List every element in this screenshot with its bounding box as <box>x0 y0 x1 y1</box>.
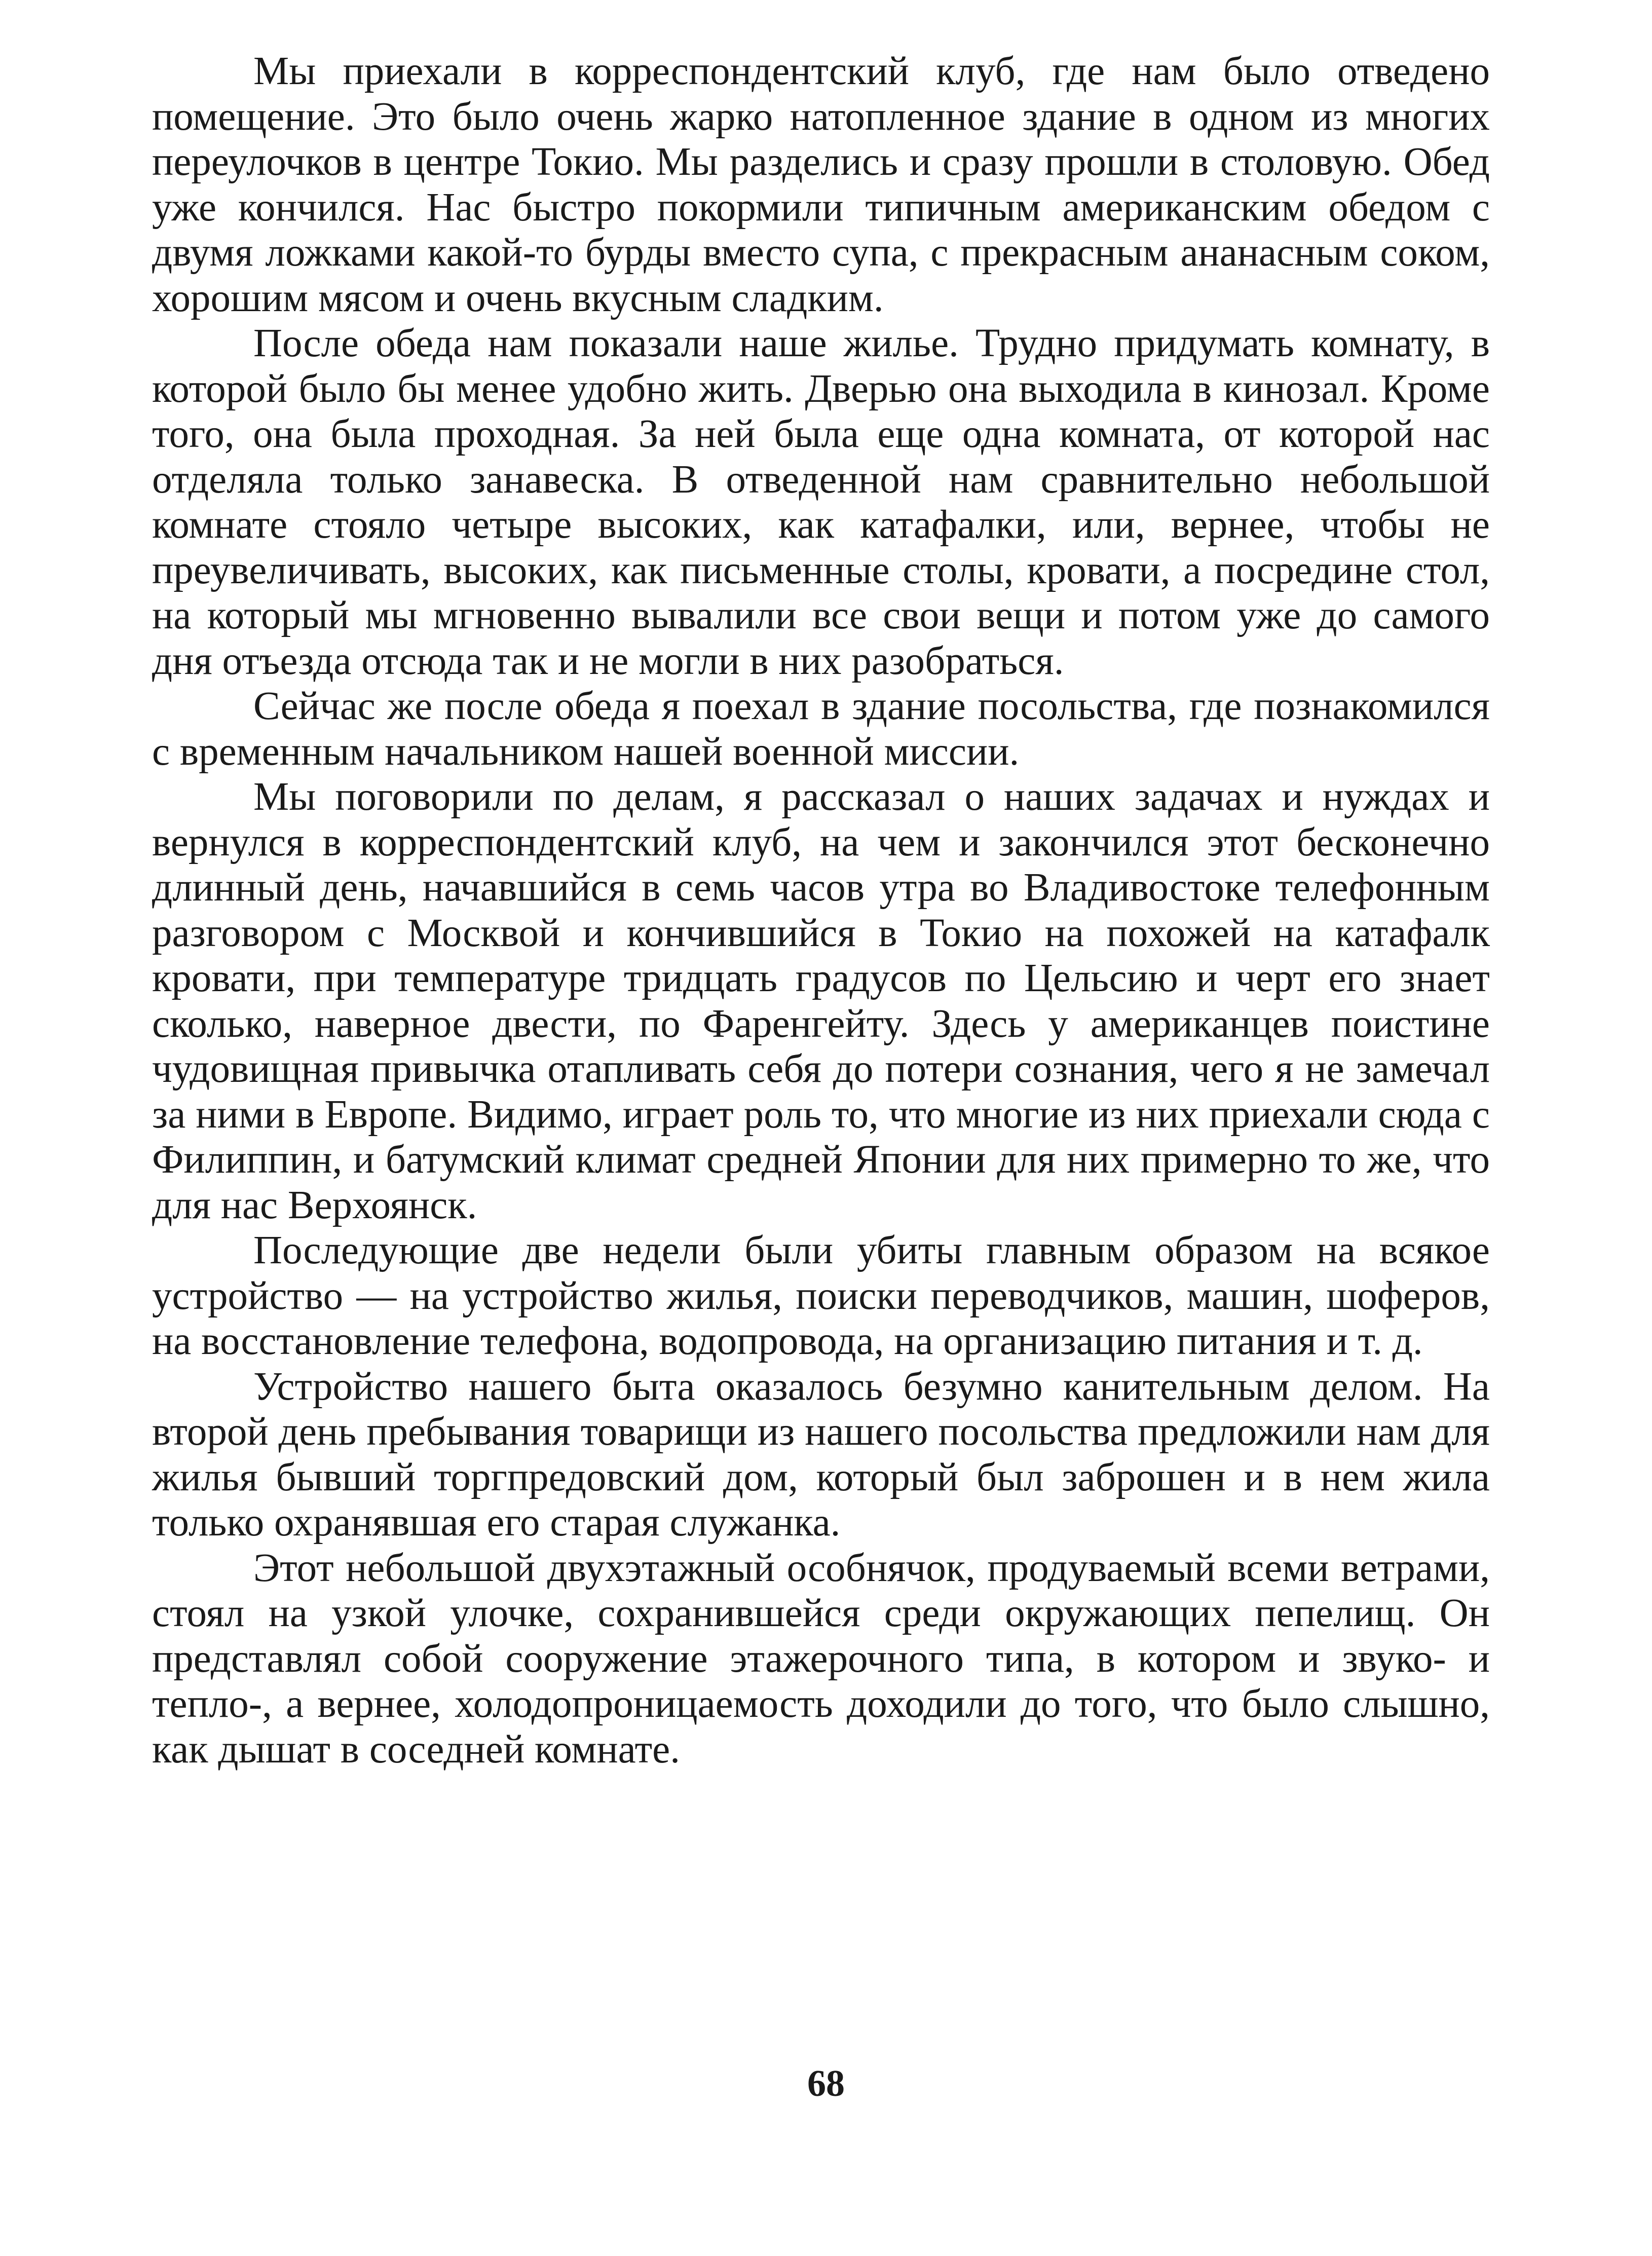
paragraph: Сейчас же после обеда я поехал в здание посольства, где познакомился с временным начальником нашей военной миссии. <box>152 684 1490 774</box>
paragraph: Устройство нашего быта оказалось безумно канительным делом. На второй день пребывания товарищи из нашего посольства предложили нам для жилья бывший торгпредовский дом, который был заброшен и в нем жила только охранявшая его старая служанка. <box>152 1364 1490 1545</box>
paragraph: Этот небольшой двухэтажный особнячок, продуваемый всеми ветрами, стоял на узкой улочке, сохранившейся среди окружающих пепелищ. Он представлял собой сооружение этажерочного типа, в котором и звуко- и тепло-, а вернее, холодопроницаемость доходили до того, что было слышно, как дышат в соседней комнате. <box>152 1546 1490 1772</box>
page-number: 68 <box>807 2063 845 2104</box>
paragraph: Мы поговорили по делам, я рассказал о наших задачах и нуждах и вернулся в корреспондентский клуб, на чем и закончился этот бесконечно длинный день, начавшийся в семь часов утра во Владивостоке телефонным разговором с Москвой и кончившийся в Токио на похожей на катафалк кровати, при температуре тридцать градусов по Цельсию и черт его знает сколько, наверное двести, по Фаренгейту. Здесь у американцев поистине чудовищная привычка отапливать себя до потери сознания, чего я не замечал за ними в Европе. Видимо, играет роль то, что многие из них приехали сюда с Филиппин, и батумский климат средней Японии для них примерно то же, что для нас Верхоянск. <box>152 775 1490 1227</box>
paragraph: После обеда нам показали наше жилье. Трудно придумать комнату, в которой было бы менее удобно жить. Дверью она выходила в кинозал. Кроме того, она была проходная. За ней была еще одна комната, от которой нас отделяла только занавеска. В отведенной нам сравнительно небольшой комнате стояло четыре высоких, как катафалки, или, вернее, чтобы не преувеличивать, высоких, как письменные столы, кровати, а посредине стол, на который мы мгновенно вывалили все свои вещи и потом уже до самого дня отъезда отсюда так и не могли в них разобраться. <box>152 321 1490 683</box>
body-text <box>152 49 1490 1772</box>
paragraph: Последующие две недели были убиты главным образом на всякое устройство — на устройство жилья, поиски переводчиков, машин, шоферов, на восстановление телефона, водопровода, на организацию питания и т. д. <box>152 1228 1490 1363</box>
paragraph: Мы приехали в корреспондентский клуб, где нам было отведено помещение. Это было очень жарко натопленное здание в одном из многих переулочков в центре Токио. Мы разделись и сразу прошли в столовую. Обед уже кончился. Нас быстро покормили типичным американским обедом с двумя ложками какой-то бурды вместо супа, с прекрасным ананасным соком, хорошим мясом и очень вкусным сладким. <box>152 49 1490 320</box>
